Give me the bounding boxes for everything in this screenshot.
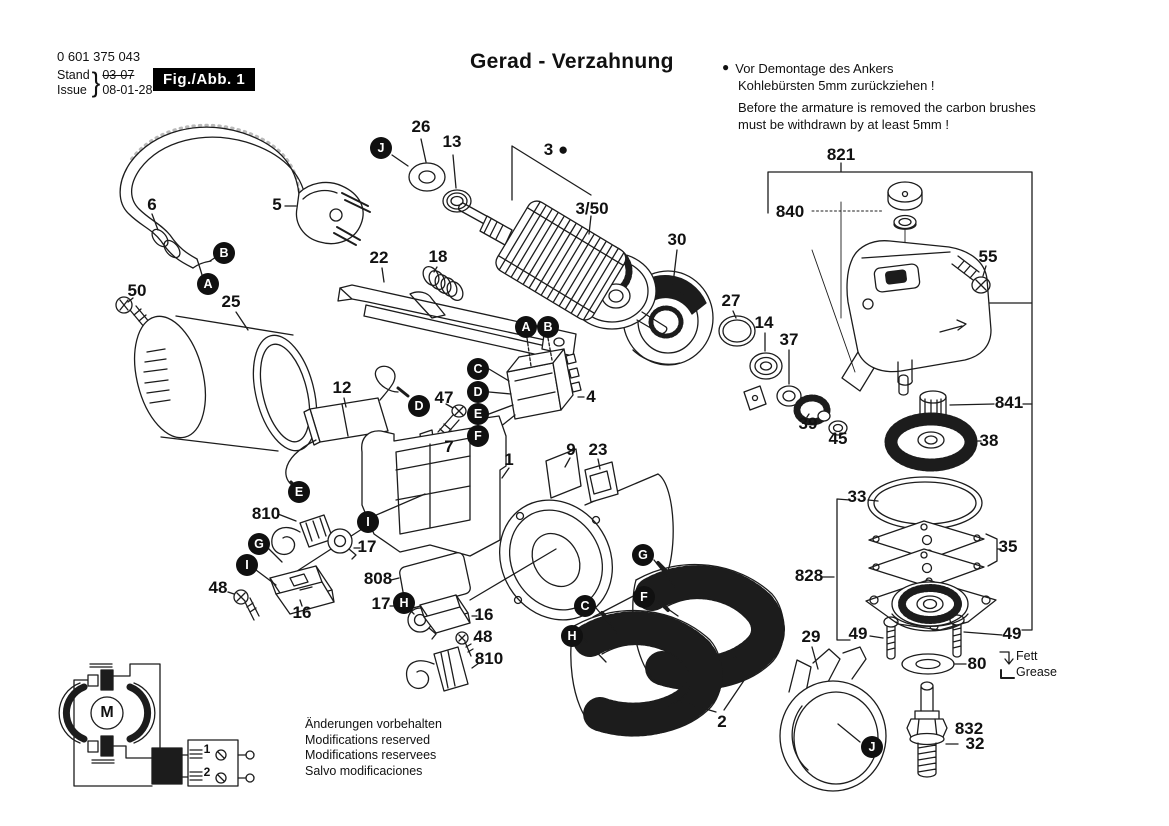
part-label-1: 1 — [504, 450, 514, 469]
issue-value: 08-01-28 — [102, 82, 153, 97]
carbon-brush-note — [722, 60, 1062, 134]
wiring-schematic — [59, 664, 254, 786]
grease-note — [1016, 648, 1057, 681]
schematic-motor-label: M — [100, 704, 114, 721]
part-label-38: 38 — [979, 431, 999, 450]
page-title: Gerad - Verzahnung — [470, 50, 674, 73]
callout-J: J — [370, 137, 392, 159]
footer-line-es: Salvo modificaciones — [305, 763, 423, 778]
part-label-810: 810 — [474, 649, 504, 668]
window-9 — [546, 449, 581, 498]
part-label-22: 22 — [369, 248, 389, 267]
callout-A: A — [515, 316, 537, 338]
footer-disclaimer — [305, 717, 442, 780]
part-label-840: 840 — [775, 202, 805, 221]
callout-A: A — [197, 273, 219, 295]
bearing-14 — [750, 333, 782, 379]
washer-37 — [777, 350, 801, 406]
spindle-lock-button — [585, 459, 618, 502]
part-label-27: 27 — [721, 291, 741, 310]
part-label-350: 3/50 — [575, 199, 609, 218]
part-label-841: 841 — [994, 393, 1024, 412]
part-label-2: 2 — [717, 712, 727, 731]
issue-label: Issue — [57, 82, 87, 97]
callout-E: E — [467, 403, 489, 425]
spring-18 — [420, 264, 466, 303]
grease-line-de: Fett — [1016, 649, 1038, 663]
callout-H: H — [393, 592, 415, 614]
callout-G: G — [248, 533, 270, 555]
figure-badge: Fig./Abb. 1 — [153, 68, 255, 91]
callout-I: I — [357, 511, 379, 533]
part-label-5: 5 — [272, 195, 282, 214]
note-bullet-icon: ● — [722, 60, 730, 74]
note-en-line2: must be withdrawn by at least 5mm ! — [738, 117, 949, 133]
part-label-16: 16 — [474, 605, 494, 624]
part-label-26: 26 — [411, 117, 431, 136]
part-label-45: 45 — [828, 429, 848, 448]
air-baffle-29 — [780, 647, 886, 791]
footer-line-en: Modifications reserved — [305, 732, 431, 747]
revision-block — [57, 67, 152, 98]
footer-line-de: Änderungen vorbehalten — [305, 717, 442, 731]
key-block — [744, 386, 766, 410]
part-label-17: 17 — [371, 594, 391, 613]
part-label-48: 48 — [473, 627, 493, 646]
callout-C: C — [574, 595, 596, 617]
part-label-33: 33 — [847, 487, 867, 506]
power-plug — [285, 182, 370, 245]
callout-H: H — [561, 625, 583, 647]
footer-line-fr: Modifications reservees — [305, 748, 437, 763]
note-de-line2: Kohlebürsten 5mm zurückziehen ! — [738, 78, 935, 94]
part-label-25: 25 — [221, 292, 241, 311]
brace-glyph: } — [91, 66, 101, 98]
part-label-47: 47 — [434, 388, 454, 407]
part-label-12: 12 — [332, 378, 352, 397]
part-label-18: 18 — [428, 247, 448, 266]
callout-I: I — [236, 554, 258, 576]
part-label-35: 35 — [998, 537, 1018, 556]
part-label-9: 9 — [566, 440, 576, 459]
motor-housing-cap — [123, 309, 327, 457]
document-part-number: 0 601 375 043 — [57, 49, 141, 64]
part-label-808: 808 — [363, 569, 393, 588]
part-label-32: 32 — [965, 734, 985, 753]
part-label-30: 30 — [667, 230, 687, 249]
stand-label: Stand — [57, 67, 90, 82]
spacer-ring-27 — [719, 311, 755, 346]
part-label-6: 6 — [147, 195, 157, 214]
part-label-37: 37 — [779, 330, 799, 349]
callout-D: D — [467, 381, 489, 403]
part-label-4: 4 — [586, 387, 596, 406]
schematic-terminal-2: 2 — [203, 765, 211, 779]
part-label-13: 13 — [442, 132, 462, 151]
part-label-50: 50 — [127, 281, 147, 300]
part-label-810: 810 — [251, 504, 281, 523]
part-label-14: 14 — [754, 313, 774, 332]
note-en-line1: Before the armature is removed the carbon brushes — [738, 100, 1036, 116]
part-label-23: 23 — [588, 440, 608, 459]
stand-value: 03-07 — [102, 67, 135, 82]
part-label-29: 29 — [801, 627, 821, 646]
callout-C: C — [467, 358, 489, 380]
callout-D: D — [408, 395, 430, 417]
grease-line-en: Grease — [1016, 665, 1057, 680]
part-label-17: 17 — [357, 537, 377, 556]
callout-J: J — [861, 736, 883, 758]
part-label-48: 48 — [208, 578, 228, 597]
callout-B: B — [537, 316, 559, 338]
callout-F: F — [467, 425, 489, 447]
part-label-832: 832 — [954, 719, 984, 738]
part-label-49: 49 — [1002, 624, 1022, 643]
part-label-49: 49 — [848, 624, 868, 643]
schematic-terminal-1: 1 — [203, 742, 211, 756]
note-de-line1: Vor Demontage des Ankers — [735, 61, 894, 76]
part-label-3: 3 ● — [543, 140, 569, 159]
callout-G: G — [632, 544, 654, 566]
callout-F: F — [633, 586, 655, 608]
part-label-16: 16 — [292, 603, 312, 622]
part-label-828: 828 — [794, 566, 824, 585]
part-label-55: 55 — [978, 247, 998, 266]
part-label-39: 39 — [798, 414, 818, 433]
part-label-821: 821 — [826, 145, 856, 164]
callout-B: B — [213, 242, 235, 264]
callout-E: E — [288, 481, 310, 503]
part-label-80: 80 — [967, 654, 987, 673]
part-label-7: 7 — [444, 437, 454, 456]
